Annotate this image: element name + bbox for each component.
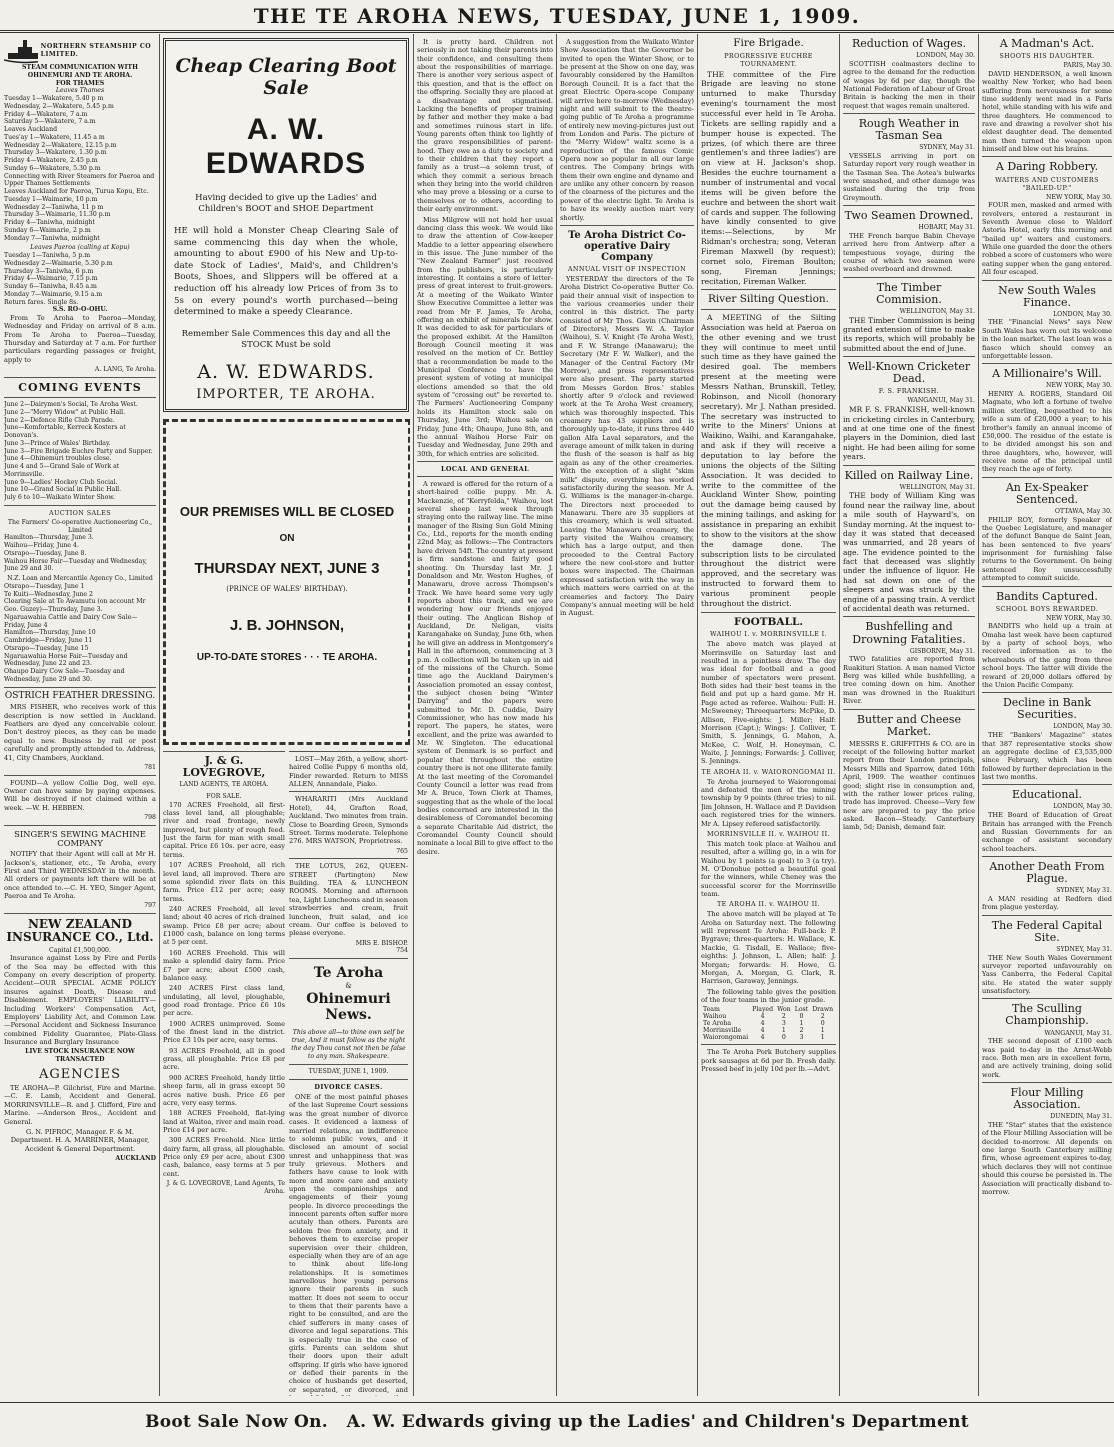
lost-notice: LOST—May 26th, a yellow, short-haired Collie Puppy 6 months old, Finder rewarded. Return to MISS ALLEN, Annandale, Piako. <box>289 755 408 789</box>
dairy-company-subheading: ANNUAL VISIT OF INSPECTION <box>567 264 687 273</box>
lovegrove-signature: J. & G. LOVEGROVE, Land Agents, Te Aroha. <box>166 1180 285 1195</box>
column-rule <box>697 34 698 1396</box>
found-number: 798 <box>144 814 156 822</box>
robbery-dateline: NEW YORK, May 30. <box>1046 193 1112 201</box>
table-row <box>701 1013 836 1020</box>
editorial-notes: Miss Milgrew will not hold her usual dancing class this week. We would like to draw the attention of Cow-keeper Maddie to a letter appearing elsewhere in this issue. The June number of the "New Zealand Farmer" just received from the publishers, is particularly interesting. It contains a store of letter-press of great interest to fruit-growers. At a meeting of the Waikato Winter Show Executive Committee a letter was read from Mr F. James, Te Aroha, offering an exhibit of minerals for show. It was decided to ask for particulars of the proposed exhibit. At the Hamilton Borough Council meeting it was resolved on the motion of Cr. Bettley that a recommendation be made to the Municipal Conference to have the present system of voting at municipal elections amended so that the old system of "crossing out" be reverted to. The Farmers' Auctioneering Company holds its Hamilton stock sale on Thursday, June 3rd; Waihou sale on Friday, June 4th; Ohaupo, June 8th, and the annual Waihou Horse Fair on Tuesday and Wednesday, June 29th and 30th, for which entries are solicited. <box>417 215 553 458</box>
schedule-row: Tuesday 1—Wakatere, 5.40 p m <box>4 95 104 102</box>
event-item: June 10—Grand Social in Public Hall. <box>4 486 122 494</box>
table-cell: Te Aroha <box>703 1020 732 1028</box>
butter-text: MESSRS E. GRIFFITHS & CO. are in receipt of the following butter market report from their London principals, Messrs Mills and Sparrow, dated 16th April, 1909. The weather continues good; slight rise in consumption and, with the rather lower prices ruling, trade has improved. Cheese—Very few new are prepared to pay the price asked. Bacon—Steady. Canterbury lamb, 5d; Danish, demand fair. <box>843 739 975 832</box>
ostrich-text: MRS FISHER, who receives work of this description is now settled in Auckland. Feathers are dyed any conceivable colour. Don't destroy pieces, as they can be made equal to new. Business by rail or post carefully and promptly attended to. Address, 41, City Chambers, Auckland. <box>4 703 156 762</box>
table-row <box>701 1034 836 1041</box>
wages-dateline: LONDON, May 30. <box>916 52 975 60</box>
wages-text: SCOTTISH coalmasters decline to agree to the demand for the reduction of wages by 6d per day, though the National Federation of Labour of Great Britain is backing the men in their request that wages remain unaltered. <box>843 59 975 110</box>
dairy-company-text: YESTERDAY the directors of the Te Aroha District Co-operative Butter Co. paid their annual visit of inspection to the various creameries under their control in this district. The party consisted of Mr Thos. Gavin (Chairman of Directors), Messrs W. A. Taylor (Waihou), S. V. Knight (Te Aroha West), and F. W. Strange (Manawaru); the Secretary (Mr F. W. Walker), and the Manager of the Central Factory (Mr Morrow), and press representatives were also present. The party started from Messrs Gordon Bros.' stables shortly after 9 o'clock and reviewed work at the Te Aroha West creamery, which was thoroughly inspected. This creamery has 43 suppliers and is thoroughly up-to-date, it runs three 440 gallon Alfa Laval separators, and the average amount of milk taken in during the flush of the season is half as big again as any of the other creameries. With the exception of a slight "skim milk" dispute, everything has worked satisfactorily during the season. Mr A. G. Williams is the manager-in-charge. The Directors next proceeded to Manawaru. There are 35 suppliers at this creamery, which is well situated. Leaving the Manawaru creamery, the party visited the Waihou creamery, which has a large output, and then proceeded to the Central Factory where the new cool-store and butter boxes were inspected. The Chairman expressed satisfaction with the way in which matters were carried on at the creameries and factory. The Dairy Company's annual meeting will be held in August. <box>560 274 694 618</box>
steamship-company-name: NORTHERN STEAMSHIP CO LIMITED. <box>40 43 152 58</box>
ss-text: From Te Aroha to Paeroa—Monday, Wednesday and Friday on arrival of 8 a.m. From Te Aroha to Paeroa—Tuesday, Thursday and Saturday at 7 a.m. For further particulars regarding passages or freight, apply to <box>4 314 156 364</box>
sculling-text: THE second deposit of £100 each was paid to-day in the Arnst-Webb race. Both men are in excellent form, and are actively training, doing solid work. <box>982 1037 1112 1079</box>
sale-listing: 300 ACRES Freehold. Nice little dairy farm, all grass, all ploughable. Price only £9 per acre, about £300 cash, balance, easy terms at 5 per cent. <box>163 1136 285 1178</box>
sale-listing: 160 ACRES Freehold. This will make a splendid dairy farm. Price £7 per acre; about £500 cash, balance easy. <box>163 948 285 982</box>
events-list <box>4 401 156 502</box>
bushfelling-heading: Bushfelling and Drowning Fatalities. <box>852 620 966 646</box>
table-cell: 3 <box>781 1020 786 1028</box>
agencies-text: TE AROHA—P. Gilchrist, Fire and Marine. —C. E. Lamb, Accident and General. MORRINSVILLE—R. and J. Clifford, Fire and Marine. —Anderson Bros., Accident and General. <box>4 1084 156 1126</box>
schedule-row: Friday 4—Wakatere, 2.45 p.m <box>4 157 98 164</box>
bushfelling-text: TWO fatalities are reported from Ruakituri Station. A man named Victor Berg was killed while bushfelling, a tree coming down on him. Another man was drowned in the Ruakituri River. <box>843 655 975 706</box>
column-6 <box>843 34 975 1396</box>
robbery-text: FOUR men, masked and armed with revolvers, entered a restaurant in Seventh Avenue close to Waldorf Astoria Hotel, early this morning and "bailed up" waiters and customers. While one guarded the door the others robbed a score of customers who were eating supper when the gang entered. All four escaped. <box>982 201 1112 277</box>
table-cell: 2 <box>781 1013 786 1021</box>
johnson-name: J. B. JOHNSON, <box>229 617 345 634</box>
bandits-text: BANDITS who held up a train at Omaha last week have been captured by a party of school boys, who received information as to the whereabouts of the gang from three school boys. The latter will divide the reward of 20,000 dollars offered by the Union Pacific Company. <box>982 622 1112 689</box>
auction-sales-heading: AUCTION SALES <box>48 508 112 517</box>
football-heading: FOOTBALL. <box>733 615 803 628</box>
ostrich-number: 781 <box>144 763 156 771</box>
sale-listing: 188 ACRES Freehold, flat-lying land at Waitoa, river and main road. Price £14 per acre. <box>163 1109 285 1134</box>
footer-banner <box>0 1402 1114 1442</box>
event-item: July 6 to 10—Waikato Winter Show. <box>4 494 115 501</box>
robbery-subheading: WAITERS AND CUSTOMERS "BAILED-UP." <box>995 175 1099 192</box>
auction-item: Hamilton—Thursday, June 3. <box>4 534 94 542</box>
sale-listing: 1900 ACRES unimproved. Some of the finest land in the district. Price £3 10s per acre, easy terms. <box>163 1019 285 1045</box>
sale-listing: 107 ACRES Freehold, all rich level land, all improved. There are some splendid river flats on this farm. Price £12 per acre; easy terms. <box>163 861 285 903</box>
football-text: The above match was played at Morrinsville on Saturday last and resulted in a pointless draw. The day was ideal for football and a good number of spectators were present. Both sides had their best teams in the field and put up a hard game. Mr H. Page acted as referee. Waihou: Full: H. McSweeney; Threequarters: McPike, D. Allison, Five-eights: J. Miller; Half: Morrison (Capt.); Wings: J. Colliver, T. Smith, S. Jennings, G. Mahon, A. McKee, C. Wolf, H. Honeyman, C. Waite, J. Jennings; Forwards: J. Colliver, S. Jennings. <box>701 640 836 766</box>
ss-name: S.S. RO-O-OHU. <box>52 306 108 314</box>
nz-insurance-text: Insurance against Loss by Fire and Perils of the Sea may be effected with this Company on every description of property. Accident—OUR SPECIAL ACME POLICY insures against Death, Disease and Disablement. EMPLOYERS' LIABILITY—Including Workers' Compensation Act, Employers' Liability Act, and Common Law.—Personal Accident and Sickness Insurance combined Fidelity Guarantee, Plate-Glass Insurance and Burglary Insurance <box>4 954 156 1046</box>
madman-text: DAVID HENDERSON, a well known wealthy New Yorker, who had been suffering from nervousness for some time suddenly went mad in a Paris hotel, while standing with his wife and three daughters. He commenced to rave and drawing a revolver shot his eldest daughter dead. The demented man then turned the weapon upon himself and blew out his brains. <box>982 69 1112 154</box>
tasman-text: VESSELS arriving in port on Saturday report very rough weather in the Tasman Sea. The Aotea's bulwarks were smashed, and other damage was sustained during the trip from Greymouth. <box>843 151 975 202</box>
singer-heading: SINGER'S SEWING MACHINE COMPANY <box>14 828 146 849</box>
column-2 <box>163 34 410 1396</box>
schedule-row: Wednesday 2—Taniwha, 11 p m <box>4 203 104 211</box>
schedule-row: Wednesday 2—Wakatere, 12.15 p.m <box>4 141 117 149</box>
table-cell: 0 <box>799 1013 804 1021</box>
divorce-text: ONE of the most painful phases of the last Supreme Court sessions was the great number of divorce cases. It evidenced a laxness of married relations, an indifference to solemn public vows, and it disclosed an amount of social unrest and unhappiness that was truly grievous. Mothers and fathers have cause to look with more and more care and anxiety upon the companionships and engagements of their young people. In divorce proceedings the innocent parents often suffer more acutely than others. Parents are seldom free from anxiety, and it behoves them to exercise proper supervision over their children, especially when they are of an age to think about life-long relationships. It is sometimes marvellous how young persons ignore their parents in such matter. It does not seem to occur to them that their parents have a right to be consulted, and are the chief sufferers in many cases of divorce and legal separations. This is especially true in the case of girls. Parents can seldom shut their doors upon their adult offspring. If girls who have ignored or defied their parents in the choice of husbands get deserted, or separated, or divorced, and <box>289 1093 408 1394</box>
cricket-subheading: F. S. FRANKISH. <box>878 387 940 396</box>
event-item: June 4 and 5—Grand Sale of Work at Morrinsville. <box>4 463 120 478</box>
auction-item: Cambridge—Friday, June 11 <box>4 637 93 644</box>
table-cell: 2 <box>820 1013 825 1021</box>
steam-communication: STEAM COMMUNICATION WITH OHINEMURI AND TE AROHA. <box>22 64 138 79</box>
robbery-heading: A Daring Robbery. <box>995 160 1099 174</box>
wharariti-ad: WHARARITI (Mrs Auckland Hotel), 44, Grafton Road, Auckland. Two minutes from train. Close to Boarding Green, Symonds Street. Terms moderate. Telephone 276. MRS WATSON, Proprietress. <box>289 795 408 846</box>
singer-number: 797 <box>144 902 156 910</box>
paper-title-and: & <box>345 982 352 991</box>
steamship-icon <box>4 38 38 64</box>
column-rule <box>413 34 414 1396</box>
column-rule <box>159 34 160 1396</box>
event-item: June 3—Fire Brigade Euchre Party and Supper. <box>4 447 153 455</box>
lotus-signature: MRS E. BISHOP. <box>355 939 408 947</box>
schedule-row: Wednesday, 2—Wakatere, 5.45 p.m <box>4 102 114 110</box>
schedule-row: Saturday 5—Wakatere, 7 a.m <box>4 118 96 126</box>
schedule-row: Connecting with River Steamers for Paeroa and Upper Thames Settlements <box>4 172 155 188</box>
schedule-row: Friday 4—Wakatere, 7 a.m <box>4 110 88 118</box>
table-cell <box>835 1020 836 1027</box>
tasman-heading: Rough Weather in Tasman Sea <box>858 117 960 143</box>
madman-subheading: SHOOTS HIS DAUGHTER. <box>999 52 1095 61</box>
nz-loan-company: N.Z. Loan and Mercantile Agency Co., Limited <box>7 575 153 582</box>
millionaire-heading: A Millionaire's Will. <box>992 367 1102 381</box>
paeroa-schedule <box>4 252 156 299</box>
edwards-name: A. W. EDWARDS <box>205 113 367 180</box>
coming-events-heading: COMING EVENTS <box>18 380 142 394</box>
event-item: June 3—Prince of Wales' Birthday. <box>4 439 111 447</box>
auction-list <box>4 534 156 573</box>
table-cell: Waiorongomai <box>703 1034 749 1042</box>
lotus-ad: THE LOTUS, 262, QUEEN-STREET (Partington) New Building. TEA & LUNCHEON ROOMS. Morning and afternoon tea, Light Luncheons and in season strawberries and cream, fruit luncheon, fruit salad, and ice cream. Our coffee is beloved to please everyone. <box>289 862 408 938</box>
ss-agent: A. LANG, Te Aroha. <box>94 366 156 374</box>
footer-rule <box>0 1402 1114 1403</box>
closed-day: THURSDAY NEXT, JUNE 3 <box>194 560 380 577</box>
morrinsville-v-waihou-text: This match took place at Waihou and resulted, after a willing go, in a win for Waihou by 1 points (a goal) to 3 (a try). M. O'Donohue potted a beautiful goal for the winners, while Cheney was the successful scorer for the Morrinsville team. <box>701 839 836 899</box>
paper-title-1: Te Aroha <box>313 965 384 982</box>
cricket-heading: Well-Known Cricketer Dead. <box>847 360 971 386</box>
masthead-rule-2 <box>0 32 1114 33</box>
capital-dateline: SYDNEY, May 31. <box>1056 945 1112 953</box>
timber-heading: The Timber Commision. <box>876 280 942 306</box>
schedule-row: Thursday 3—Waimarie, 11.30 p.m <box>4 211 111 219</box>
column-rule <box>978 34 979 1396</box>
boot-sale-title: Cheap Clearing Boot Sale <box>175 55 397 99</box>
boot-sale-text: HE will hold a Monster Cheap Clearing Sale of same commencing this day when the whole, amounting to about £900 of his New and Up-to-date Stock of Ladies', Maid's, and Children's Boots, Shoes, and Slippers will be offered at a reduction off his already low Prices of from 3s to 5s on every pound's worth purchased—being determined to make a speedy Clearance. <box>174 225 398 318</box>
agencies-manager: G. N. PIFROC, Manager. F. & M. Department. H. A. MARRINER, Manager, Accident & General Department. <box>10 1127 150 1153</box>
drowned-text: THE French barque Babin Chevaye arrived here from Antwerp after a tempestuous voyage, during the course of which two seamen were washed overboard and drowned. <box>843 231 975 274</box>
auction-item: Ohaupo Dairy Cow Sale—Tuesday and Wednesday, June 29 and 30. <box>4 668 125 683</box>
found-notice: FOUND—A yellow Collie Dog, well eye. Owner can have same by paying expenses. Will be destroyed if not claimed within a week. —W. H. HEBBEN. <box>4 778 156 812</box>
for-thames: FOR THAMES <box>55 79 105 87</box>
column-5 <box>701 34 836 1396</box>
table-cell <box>835 1013 836 1020</box>
bandits-heading: Bandits Captured. <box>996 589 1098 603</box>
butter-heading: Butter and Cheese Market. <box>856 712 962 738</box>
table-cell: Morrinsville <box>703 1027 742 1035</box>
closed-note: (PRINCE OF WALES' BIRTHDAY). <box>226 585 348 593</box>
plague-heading: Another Death From Plague. <box>989 859 1105 886</box>
football-subheading: WAIHOU I. v. MORRINSVILLE I. <box>709 630 828 639</box>
table-cell: 1 <box>799 1020 804 1028</box>
te-aroha-v-waihou: TE AROHA II. v. WAIHOU II. <box>717 900 820 909</box>
tasman-dateline: SYDNEY, May 31. <box>919 144 975 152</box>
schedule-row: Monday 7—Taniwha, midnight <box>4 234 100 242</box>
agencies-footer: AUCKLAND <box>115 1154 156 1162</box>
dairy-company-heading: Te Aroha District Co-operative Dairy Company <box>568 229 686 263</box>
auction-item: Clearing Sale at Te Awamutu (on account Mr Geo. Guzey)—Thursday, June 3. <box>4 598 146 613</box>
lovegrove-heading: J. & G. LOVEGROVE, <box>182 754 266 780</box>
schedule-row: Sunday 6—Taniwha, 8.45 a.m <box>4 283 97 290</box>
table-row <box>701 1027 836 1034</box>
cricket-text: MR F. S. FRANKISH, well-known in cricketing circles in Canterbury, and at one time one of the finest players in the Dominion, died last night. He had been ailing for some years. <box>843 405 975 462</box>
drowned-dateline: HOBART, May 31. <box>918 224 975 232</box>
lovegrove-ad <box>163 748 285 1196</box>
table-cell: 1 <box>781 1027 786 1035</box>
masthead <box>0 0 1114 34</box>
speaker-text: PHILIP ROY, formerly Speaker of the Quebec Legislature, and manager of the defunct Banque de Saint Jean, has been sentenced to five years' imprisonment for furnishing false returns to the Government. On being sentenced Roy unsuccessfully attempted to commit suicide. <box>982 515 1112 583</box>
footer-banner-text: Boot Sale Now On. A. W. Edwards giving up the Ladies' and Children's Department <box>145 1412 969 1432</box>
table-header-cell: Lost <box>794 1006 809 1014</box>
speaker-dateline: OTTAWA, May 30. <box>1054 507 1112 515</box>
bushfelling-dateline: GISBORNE, May 31. <box>909 647 975 655</box>
column-editorial <box>417 34 553 1396</box>
morrinsville-v-waihou: MORRINSVILLE II. v. WAIHOU II. <box>707 829 830 838</box>
sculling-dateline: WANGANUI, May 31. <box>1044 1029 1112 1037</box>
closed-heading: OUR PREMISES WILL BE CLOSED <box>179 504 395 519</box>
millionaire-text: HENRY A. ROGERS, Standard Oil Magnate, who left a fortune of twelve million sterling, bequeathed to his wife a sum of £20,000 a year; to his brother's family an annual income of £50,000. The residue of the estate is to be divided amongst his son and three daughters, who, however, will receive none of the principal until they reach the age of forty. <box>982 390 1112 474</box>
local-general-text: A reward is offered for the return of a short-haired collie puppy. Mr. A. Mackenzie, of "Kerryfelda," Waihou, lost several sheep last week through straying onto the railway line. The mine manager of the Rising Sun Gold Mining Co., Ltd., reports for the month ending 22nd May, as follows:—The Contractors have driven 54ft. The country at present is firm sandstone and fairly good shooting. On Thursday last Mr. J. Donaldson and Mr. Weston Hughes, of Manawaru, drove across Thompson's Track. We have heard some very ugly reports about this track, and we are wondering how our friends enjoyed their outing. The Anglican Bishop of Auckland, Dr. Neligan, visits Karangahake on Sunday, June 6th, when he will give an address in Montgomery's Hall in the afternoon, commencing at 3 p.m. A collection will be taken up in aid of the missions of the Church. Some time ago the Auckland Dairymen's Association promoted an essay contest, the subject chosen being "Winter Dairying" and the papers were submitted to Mr. D. Cuddie, Dairy Commissioner, who has now made his report. The papers, he states, were excellent, and the prize was awarded to Mr. W. Singleton. The educational system of Denmark is so perfect and popular that throughout the entire country there is not one illiterate family. At the last meeting of the Coromandel County Council a letter was read from Mr A. Bruce, Town Clerk at Thames, suggesting that as the whole of the local bodies concerned are interested in the desirableness of Coromandel becoming a separate Charitable Aid district, the Coromandel County Council should nominate a local Bill to give effect to the desire. <box>417 479 553 856</box>
event-item: June 2—"Merry Widow" at Public Hall. <box>4 408 126 416</box>
table-cell: 4 <box>760 1027 765 1035</box>
table-cell <box>835 1034 836 1041</box>
drowned-heading: Two Seamen Drowned. <box>844 209 974 223</box>
table-cell <box>835 1027 836 1034</box>
boot-sale-ad <box>163 38 409 412</box>
closed-on: ON <box>279 533 295 544</box>
thames-schedule <box>4 95 156 242</box>
auction-item: Otsrapo—Tuesday, June 15 <box>4 644 89 652</box>
schedule-row: Thursday 3—Wakatere, 1.30 p.m <box>4 149 107 157</box>
johnson-store: UP-TO-DATE STORES · · · TE AROHA. <box>196 652 378 663</box>
event-item: June 9—Ladies' Hockey Club Social. <box>4 478 118 486</box>
paper-motto: This above all—to thine own self be true, And it must follow as the night the day Thou canst not then be false to any man. Shakespeare. <box>291 1029 406 1061</box>
schedule-row: Wednesday 2—Waimarie, 5.30 p.m <box>4 259 113 267</box>
decline-dateline: LONDON, May 30. <box>1053 723 1112 731</box>
table-header-cell: Team <box>703 1006 720 1014</box>
nz-insurance-heading: NEW ZEALAND INSURANCE CO., Ltd. <box>6 917 154 945</box>
column-7 <box>982 34 1112 1396</box>
table-cell: 2 <box>799 1027 804 1035</box>
table-cell: 4 <box>760 1020 765 1028</box>
table-cell: 1 <box>820 1027 825 1035</box>
divorce-heading: DIVORCE CASES. <box>314 1083 383 1092</box>
table-row <box>701 1020 836 1027</box>
for-sale-heading: FOR SALE. <box>206 792 242 800</box>
speaker-heading: An Ex-Speaker Sentenced. <box>1005 480 1089 506</box>
sale-listing: 240 ACRES First class land, undulating, all level, ploughable, good road frontage. Price £6 10s per acre. <box>163 984 285 1018</box>
column-rule <box>556 34 557 1396</box>
table-header-cell: Won <box>777 1006 791 1014</box>
junior-grade-table <box>701 1006 836 1041</box>
nsw-heading: New South Wales Finance. <box>998 283 1096 309</box>
auction-company: The Farmers' Co-operative Auctioneering Co., Limited <box>7 518 153 534</box>
table-cell: Waihou <box>703 1013 727 1021</box>
sculling-heading: The Sculling Championship. <box>1005 1002 1089 1028</box>
edwards-signature: A. W. EDWARDS. <box>197 360 375 383</box>
table-cell: 0 <box>781 1034 786 1042</box>
madman-dateline: PARIS, May 30. <box>1063 62 1112 70</box>
event-item: June 4—Ohinemuri troubles close. <box>4 455 112 463</box>
sales-list <box>163 801 285 1178</box>
ostrich-heading: OSTRICH FEATHER DRESSING. <box>4 690 156 701</box>
auction-item: Hamilton—Thursday, June 10 <box>4 629 96 637</box>
timber-text: THE Timber Commission is being granted extension of time to make its reports, which will probably be submitted about the end of June. <box>843 315 975 353</box>
nz-loan-list <box>4 583 156 684</box>
pork-butchery-ad: The Te Aroha Pork Butchery supplies pork sausages at 6d per lb. Fresh daily. Pressed beef in jelly 10d per lb.—Advt. <box>701 1048 836 1074</box>
railway-dateline: WELLINGTON, May 31. <box>899 483 975 491</box>
leaves-paeroa: Leaves Paeroa (calling at Kopu) <box>30 244 130 252</box>
te-aroha-v-waiorongomai: TE AROHA II. v. WAIORONGOMAI II. <box>701 767 836 776</box>
auction-item: Otsrapo—Tuesday, June 8. <box>4 549 87 557</box>
schedule-row: Sunday 6—Wakatere, 5.30 p.m <box>4 164 101 172</box>
leaves-thames: Leaves Thames <box>55 87 105 95</box>
decline-heading: Decline in Bank Securities. <box>1002 696 1092 722</box>
nsw-text: THE "Financial News" says New South Wales has worn out its welcome in the loan market. The last loan was a fiasco which should convey an unforgettable lesson. <box>982 318 1112 360</box>
table-cell: 1 <box>820 1034 825 1042</box>
lovegrove-subheading: LAND AGENTS, TE AROHA. <box>179 781 269 789</box>
table-header-cell: Played <box>752 1006 774 1014</box>
singer-text: NOTIFY that their Agent will call at Mr H. Jackson's, stationer, etc., Te Aroha, every First and Third WEDNESDAY in the month. All orders or payments left there will be at once attended to.—C. H. YEO, Singer Agent, Paeroa and Te Aroha. <box>4 850 156 901</box>
table-cell: 0 <box>820 1020 825 1028</box>
madman-heading: A Madman's Act. <box>999 37 1095 50</box>
event-item: June 2—Defence Rifle Club Parade. <box>4 416 115 424</box>
auction-item: Ngaruawahia Horse Fair—Tuesday and Wednesday, June 22 and 23. <box>4 652 128 668</box>
table-header-cell: Drawn <box>812 1006 834 1014</box>
auction-item: Waihou Horse Fair—Tuesday and Wednesday, June 29 and 30. <box>4 557 147 573</box>
sale-listing: 900 ACRES Freehold, handy little sheep farm, all in grass except 50 acres native bush. Price £6 per acre, very easy terms. <box>163 1073 285 1107</box>
sale-listing: 170 ACRES Freehold, all first-class level land, all ploughable; river and road frontage, newly improved, but plenty of rough feed. Just the farm for man with small capital. Price £6 10s. per acre, easy terms. <box>163 800 285 859</box>
educational-heading: Educational. <box>1011 788 1083 802</box>
table-header-row <box>701 1006 836 1013</box>
masthead-title: THE TE AROHA NEWS, TUESDAY, JUNE 1, 1909. <box>253 4 861 28</box>
auction-item: Te Kuiti—Wednesday, June 2 <box>4 590 93 598</box>
nz-insurance-capital: Capital £1,500,000. <box>49 946 111 954</box>
bandits-subheading: SCHOOL BOYS REWARDED. <box>995 604 1099 613</box>
schedule-row: Thursday 3—Taniwha, 6 p.m <box>4 267 94 275</box>
date-line: TUESDAY, JUNE 1, 1909. <box>308 1068 389 1076</box>
schedule-row: Friday 4—Waimarie, 7.15 p.m <box>4 275 98 283</box>
column-4 <box>560 34 694 1396</box>
sale-listing: 240 ACRES Freehold, all level land; about 40 acres of rich drained swamp. Price £8 per acre; about £1000 cash, balance on long terms at 5 per cent. <box>163 905 285 947</box>
nsw-dateline: LONDON, May 30. <box>1053 310 1112 318</box>
educational-text: THE Board of Education of Great Britain has arranged with the French and Russian Governments for an exchange of assistant secondary school teachers. <box>982 811 1112 853</box>
schedule-row: Tues'ay 1—Wakatere, 11.45 a m <box>4 133 105 141</box>
flour-text: THE "Star" states that the existence of the Flour Milling Association will be decided to-morrow. All depends on one large South Canterbury milling firm, whose agreement expires to-day, which declares they will not continue should this course be persisted in. The Association will practically disband to-morrow. <box>982 1121 1112 1196</box>
lotus-number: 754 <box>396 947 408 955</box>
closed-notice-ad <box>163 419 410 745</box>
table-cell: 4 <box>760 1013 765 1021</box>
event-item: June 2—Dairymen's Social, Te Aroha West. <box>4 401 138 408</box>
auction-item: Ngaruawahia Cattle and Dairy Cow Sale—Friday, June 4 <box>4 613 138 629</box>
te-aroha-v-waiorongomai-text: Te Aroha journeyed to Waiorongomai and defeated the men of the mining township by 9 points (three tries) to nil. Jim Johnson, H. Wallace and P. Davidson each registered tries for the winners. Mr A. Lipsey refereed satisfactorily. <box>701 777 836 828</box>
steamship-header <box>4 38 156 64</box>
timber-dateline: WELLINGTON, May 31. <box>899 307 975 315</box>
schedule-row: Friday 4—Taniwha, midnight <box>4 219 95 226</box>
table-intro: The following table gives the position of the four teams in the junior grade. <box>701 987 836 1004</box>
capital-text: THE New South Wales Government surveyor reported unfavourably on Yass Canberra, the Federal Capital site. He stated the water supply unsatisfactory. <box>982 953 1112 995</box>
auction-item: Otsrapo—Tuesday, June 1 <box>4 582 85 590</box>
local-general-heading: LOCAL AND GENERAL <box>441 464 529 473</box>
edwards-role: IMPORTER, TE AROHA. <box>196 386 376 402</box>
table-cell: 3 <box>799 1034 804 1042</box>
agencies-heading: AGENCIES <box>38 1066 122 1082</box>
plague-dateline: SYDNEY, May 31. <box>1056 887 1112 895</box>
railway-text: THE body of William King was found near the railway line, about a mile south of Hayward's, on Sunday morning. At the inquest to-day it was stated that deceased was unmarried, and 28 years of age. The evidence pointed to the fact that deceased was slightly under the influence of liquor. He had sat down on one of the sleepers and was struck by the engine of a passing train. A verdict of accidental death was returned. <box>843 491 975 614</box>
flour-dateline: DUNEDIN, May 31. <box>1050 1113 1112 1121</box>
waikato-news: A suggestion from the Waikato Winter Show Association that the Governor be invited to open the Winter Show, or to be present at the Show on one day, was favourably considered by the Hamilton Borough Council. It is a fact that the great Electric Opera-scope Company will arrive here to-morrow (Wednesday) night and will submit to the theatre-going public of Te Aroha a programme of entirely new moving-pictures just out from London and Paris. The picture of the "Merry Widow" waltz scene is a reproduction of the famous Comic Opera now so popular in all our large centres. The Company brings with them their own engine and dynamo and are unlike any other concern by reason of the clearness of the pictures and the power of the electric light. Te Aroha is to have its weekly auction mart very shortly. <box>560 38 694 222</box>
fire-brigade-subheading: PROGRESSIVE EUCHRE TOURNAMENT. <box>724 51 813 68</box>
bandits-dateline: NEW YORK, May 30. <box>1046 614 1112 622</box>
fire-brigade-heading: Fire Brigade. <box>733 37 804 49</box>
flour-heading: Flour Milling Association. <box>1010 1086 1084 1112</box>
fire-brigade-text: THE committee of the Fire Brigade are leaving no stone unturned to make Thursday evening's tournament the most successful ever held in Te Aroha. Tickets are selling rapidly and a bumper house is expected. The prizes, (of which there are three gentlemen's and three ladies') are on view at H. Jackson's shop. Besides the euchre tournament a number of instrumental and vocal items will be given before the euchre and between the short wait of cards and supper. The following have kindly consented to give items:—Selections, by Mr Ridman's orchestra; song, Veteran Fireman Maxwell (by request); cornet solo, Fireman Boulton; song, Fireman Jennings; recitation, Fireman Walker. <box>701 69 836 286</box>
railway-heading: Killed on Railway Line. <box>844 468 974 482</box>
te-aroha-v-waihou-text: The above match will be played at Te Aroha on Saturday next. The following will represent Te Aroha: Full-back: P. Bygrave; three-quarters: H. Wallace, K. Mackie, G. Tisdall, E. Wallace; five-eighths: J. Johnson, L. Allen; half: J. Morgan; forwards: H. Howe, G. Morgan, A. Morgan, G. Clark, R. Harrison, Garaway, Jennings. <box>701 910 836 986</box>
river-silting-heading: River Silting Question. <box>707 293 830 306</box>
schedule-row: Sunday 6—Waimarie, 2 p.m <box>4 226 91 234</box>
decline-text: THE "Bankers' Magazine" states that 387 representative stocks show an aggregate decline of £3,535,000 since February, which has been followed by further depreciation in the last two months. <box>982 731 1112 781</box>
auction-item: Waihou—Friday, June 4. <box>4 542 79 549</box>
capital-heading: The Federal Capital Site. <box>991 918 1103 944</box>
sale-listing: 93 ACRES Freehold, all in good grass, all ploughable. Price £8 per acre. <box>163 1046 285 1072</box>
schedule-row: Leaves Auckland <box>4 126 58 133</box>
plague-text: A MAN residing at Redfern died from plague yesterday. <box>982 894 1112 912</box>
editorial-continued: It is pretty hard. Children not seriously in not taking their parents into their confidence, and consulting them about the responsibilities of marriage. There is another very serious aspect of this question, and that is the effect on the offspring. Socially they are placed at a disadvantage and stigmatised. Lacking the benefits of proper training by father and mother they make a bad and sometimes ruinous start in life. Young parents often think too lightly of the grave responsibilities of parent-hood. They owe as a duty to society and to their children that they report a family as a trust—a solemn trust, of which they commit a serious breach when they bring into the world children who may prove a blessing or a curse to themselves or to others, according to their early environment. <box>417 38 553 214</box>
table-cell: 4 <box>760 1034 765 1042</box>
wharariti-number: 765 <box>396 847 408 855</box>
schedule-row: Tuesday 1—Taniwha, 5 p.m <box>4 252 91 259</box>
livestock-insurance: LIVE STOCK INSURANCE NOW TRANSACTED <box>25 1048 135 1064</box>
return-fare: Return fares. Single 8s. <box>4 298 79 306</box>
millionaire-dateline: NEW YORK, May 30. <box>1046 382 1112 390</box>
column-3 <box>289 748 408 1396</box>
paper-title-2: Ohinemuri News. <box>306 991 391 1024</box>
schedule-row: Tuesday 1—Waimarie, 10 p.m <box>4 195 98 203</box>
educational-dateline: LONDON, May 30. <box>1053 803 1112 811</box>
schedule-row: Monday 7—Waimarie, 9.15 a.m <box>4 290 103 298</box>
cricket-dateline: WANGANUI, May 31. <box>907 397 975 405</box>
boot-sale-remember: Remember Sale Commences this day and all the STOCK Must be sold <box>181 328 391 350</box>
column-1 <box>4 34 156 1396</box>
event-item: June—Komfortable, Kerreck Kosters at Donovan's. <box>4 424 126 439</box>
schedule-row: Leaves Auckland for Paeroa, Turua Kopu, Etc. <box>4 188 149 195</box>
table-header-cell <box>835 1006 836 1013</box>
masthead-rule <box>0 30 1114 31</box>
boot-sale-intro: Having decided to give up the Ladies' and Children's BOOT and SHOE Department <box>195 193 377 215</box>
river-silting-text: A MEETING of the Silting Association was held at Paeroa on the other evening and we trust they will continue to meet until such time as they have gained the desired goal. The members present at the meeting were Messrs Nathan, Brunskill, Tetley, Robinson, and Nicoll (honorary secretary). Mr J. Nathan presided. The secretary was instructed to write to the Miners' Unions at Waikino, Waihi, and Karangahake, and ask if they will receive a deputation to lay before the unions the objects of the Silting Association. It was decided to write to the committee of the Auckland Winter Show, pointing out the damage being caused by the mining tailings, and asking for assistance in preparing an exhibit to show to the visitors at the show the damage done. The subscription lists to be circulated throughout the district were approved, and the secretary was instructed to forward them to various prominent people throughout the district. <box>701 313 836 608</box>
column-rule <box>839 34 840 1396</box>
wages-heading: Reduction of Wages. <box>851 37 966 50</box>
